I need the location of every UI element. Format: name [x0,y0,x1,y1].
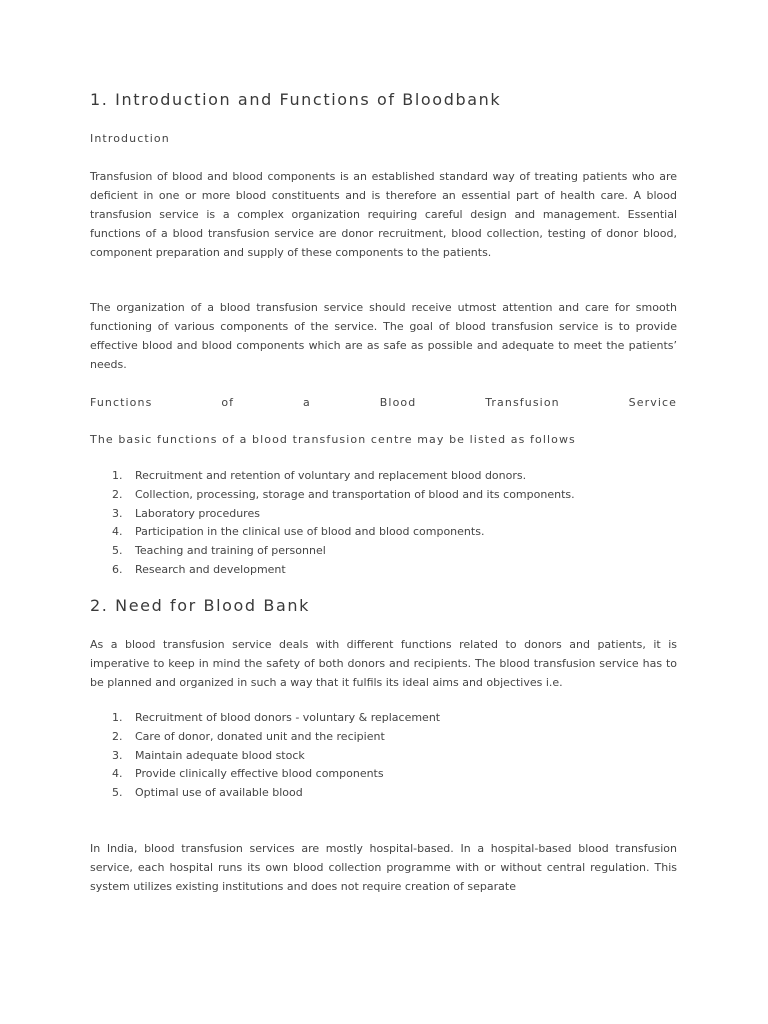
functions-label: Functions of a Blood Transfusion Service [90,396,677,409]
list-item: 4. Participation in the clinical use of blood and blood components. [112,525,485,539]
list-item: 1. Recruitment of blood donors - voluntary & replacement [112,711,441,724]
section1-heading: 1. Introduction and Functions of Bloodbank [90,90,502,109]
intro-paragraph-1: Transfusion of blood and blood components is an established standard way of treating patients who are deficient in one or more blood constituents and is therefore an essential part of health care. A blood transfusion service is a complex organization requiring careful design and management. Essential functions of a blood transfusion service are donor recruitment, blood collection, testing of donor blood, component preparation and supply of these components to the patients. [90,170,677,259]
list-item: 5. Teaching and training of personnel [112,544,326,558]
needs-list [90,709,440,803]
list-item: 3. Laboratory procedures [112,506,260,520]
list-item: 2. Care of donor, donated unit and the recipient [112,729,385,743]
list-item: 3. Maintain adequate blood stock [112,748,305,762]
functions-list [90,467,575,580]
list-item: 5. Optimal use of available blood [112,786,303,800]
need-paragraph-2: In India, blood transfusion services are mostly hospital-based. In a hospital-based blood transfusion service, each hospital runs its own blood collection programme with or without central regulation. This system utilizes existing institutions and does not require creation of separate [90,842,677,893]
list-item: 2. Collection, processing, storage and transportation of blood and its components. [112,487,575,501]
list-item: 4. Provide clinically effective blood components [112,767,384,781]
introduction-label: Introduction [90,132,170,145]
list-item: 1. Recruitment and retention of voluntary and replacement blood donors. [112,469,527,482]
list-item: 6. Research and development [112,562,286,576]
section2-heading: 2. Need for Blood Bank [90,596,310,615]
functions-intro: The basic functions of a blood transfusion centre may be listed as follows [90,433,576,446]
need-paragraph-1: As a blood transfusion service deals with different functions related to donors and patients, it is imperative to keep in mind the safety of both donors and recipients. The blood transfusion service has to be planned and organized in such a way that it fulfils its ideal aims and objectives i.e. [90,638,677,689]
intro-paragraph-2: The organization of a blood transfusion service should receive utmost attention and care for smooth functioning of various components of the service. The goal of blood transfusion service is to provide effective blood and blood components which are as safe as possible and adequate to meet the patients’ needs. [90,301,677,371]
